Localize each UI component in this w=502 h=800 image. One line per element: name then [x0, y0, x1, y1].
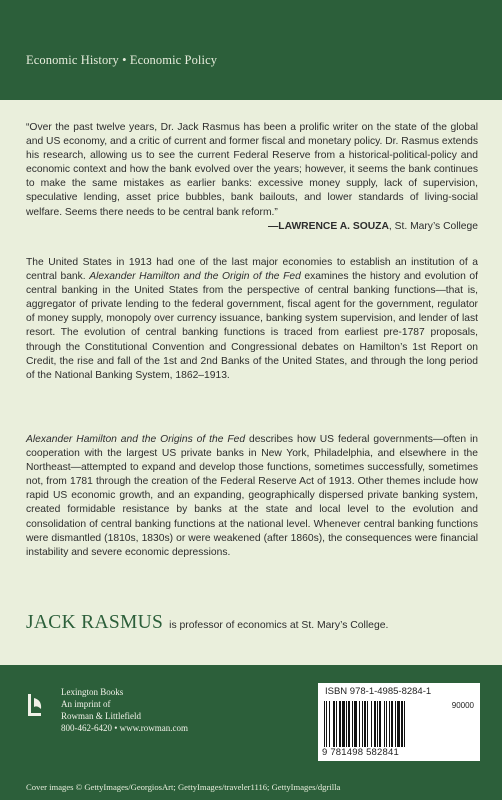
publisher-parent: Rowman & Littlefield [61, 711, 141, 721]
category-label: Economic History • Economic Policy [26, 53, 218, 67]
attribution-name: LAWRENCE A. SOUZA [278, 220, 389, 232]
publisher-contact: 800-462-6420 • www.rowman.com [61, 723, 189, 733]
cover-image-credits: Cover images © GettyImages/GeorgiosArt; GettyImages/traveler1116; GettyImages/dgrilla [26, 782, 341, 792]
description-paragraph-1: The United States in 1913 had one of the last major economies to establish an institution of a central bank. Alexander Hamilton and the Origin of the Fed examines the history and evolution of central banking in the United States from the perspective of central banking functions—that is, aggregator of private lending to the federal government, fiscal agent for the government, regulator of money supply, monopoly over currency issuance, banking system supervision, and lender of last resort. The evolution of central banking functions is traced from earliest pre-1787 proposals, through the Constitutional Convention and Congressional debates on Hamilton’s 1st Report on Credit, the rise and fall of the 1st and 2nd Banks of the United States, and through the long period of the National Banking System, 1862–1913. [26, 257, 478, 381]
isbn-label: ISBN 978-1-4985-8284-1 [325, 686, 432, 697]
lexington-books-logo-icon [28, 694, 44, 716]
book-title: Alexander Hamilton and the Origin of the Fed [89, 271, 301, 283]
publisher-name: Lexington Books [61, 687, 124, 697]
publisher-imprint: An imprint of [61, 699, 111, 709]
book-title: Alexander Hamilton and the Origins of the Fed [26, 434, 246, 445]
price-code: 90000 [451, 701, 474, 710]
author-name: JACK RASMUS [26, 612, 164, 633]
attribution-affiliation: , St. Mary’s College [388, 220, 478, 232]
barcode-box [318, 683, 480, 761]
top-band [0, 0, 502, 100]
author-bio-text: is professor of economics at St. Mary’s College. [169, 620, 389, 631]
description-paragraph-2: Alexander Hamilton and the Origins of the Fed describes how US federal governments—often in cooperation with the largest US private banks in New York, Philadelphia, and elsewhere in the Northeast—attempted to expand and develop those functions, sometimes successfully, sometimes not, from 1781 through the creation of the Federal Reserve Act of 1913. Other themes include how rapid US economic growth, and an expanding, geographically dispersed private banking system, created formidable resistance by banks at the state and local level to the evolution and consolidation of central banking functions at the national level. Whenever central banking functions were dismantled (1810s, 1830s) or were weakened (after 1860s), the consequences were financial instability and severe economic depressions. [26, 434, 478, 558]
author-bio [26, 612, 388, 634]
quote-text: “Over the past twelve years, Dr. Jack Rasmus has been a prolific writer on the state of the global and US economy, and a critic of current and former fiscal and monetary policy. Dr. Rasmus extends his research, allowing us to see the current Federal Reserve from a historical-political-policy and economic context and how the bank evolved over the years; however, it seems the bank continues to make the same mistakes as earlier banks: excessive money supply, lack of supervision, speculative lending, asset price bubbles, bank bailouts, and lower standards of living-social welfare. Seems there needs to be central bank reform.” [26, 122, 478, 218]
publisher-info [61, 686, 188, 734]
quote-attribution: —LAWRENCE A. SOUZA, St. Mary’s College [268, 220, 478, 232]
endorsement-quote [26, 121, 478, 234]
barcode-digits: 9 781498 582841 [322, 747, 399, 758]
